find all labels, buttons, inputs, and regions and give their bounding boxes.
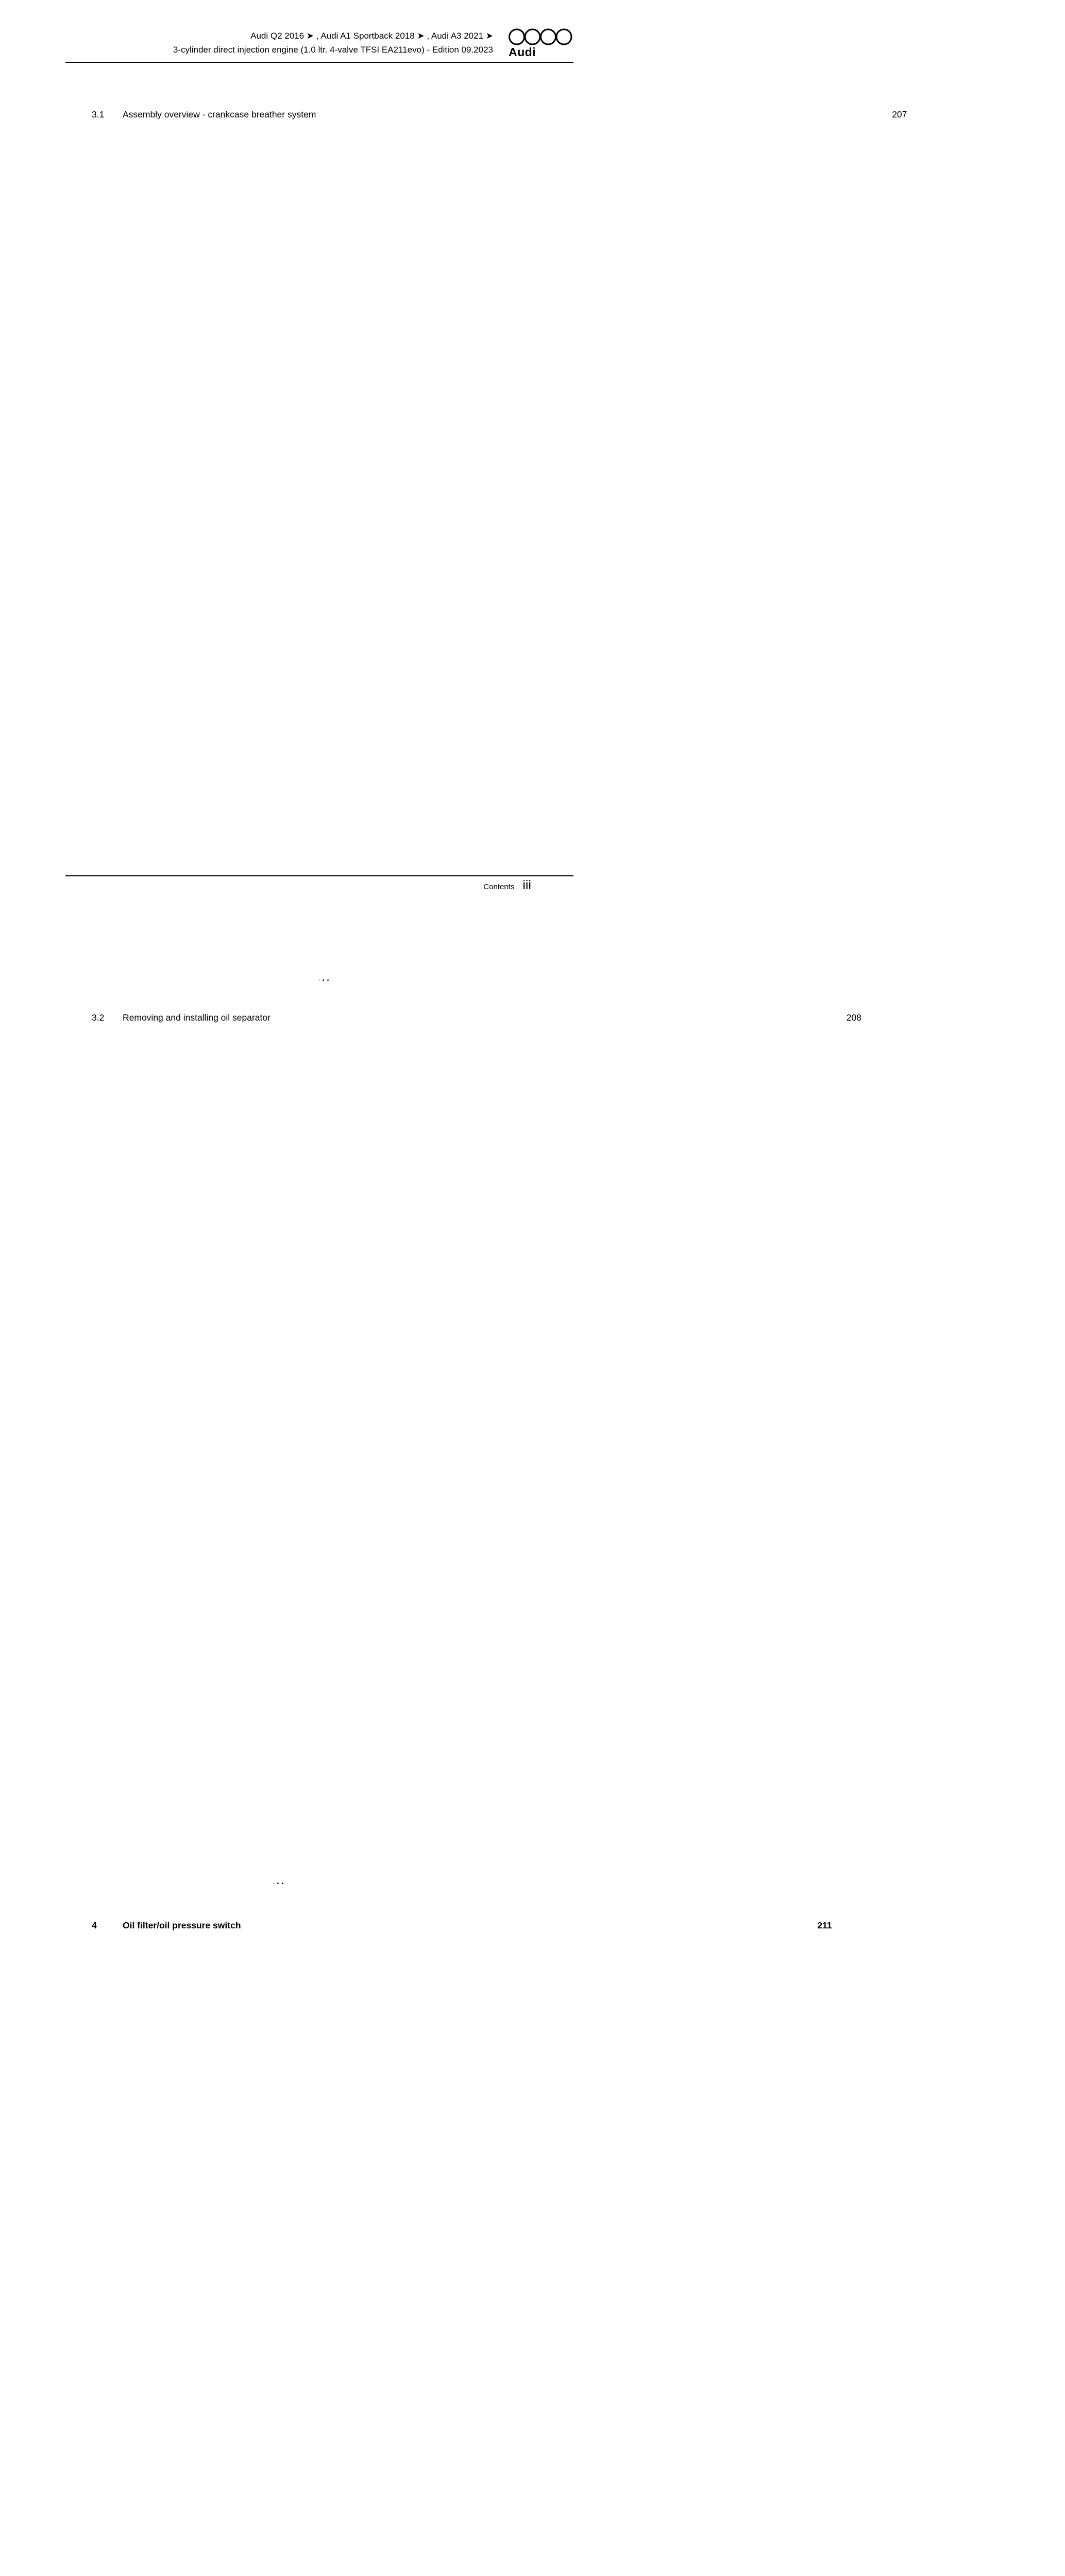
toc-entry-number: 4 — [92, 1920, 97, 1930]
footer-page-number: iii — [522, 878, 531, 892]
toc-entry-title: Assembly overview - crankcase breather system — [123, 109, 316, 120]
page-footer — [65, 875, 573, 892]
toc-row — [69, 984, 861, 1887]
footer-text-block — [65, 878, 573, 892]
brand-wordmark: Audi — [509, 45, 536, 59]
dot-leader — [274, 984, 286, 1887]
header-text-block — [173, 28, 493, 57]
header-subtitle-line: 3-cylinder direct injection engine (1.0 ltr. 4-valve TFSI EA211evo) - Edition 09.2023 — [173, 45, 493, 55]
toc-entry-title: Oil filter/oil pressure switch — [123, 1920, 241, 1930]
toc-row — [69, 1891, 832, 2576]
page-header — [65, 28, 573, 58]
toc-row — [69, 80, 907, 984]
toc-entry-page: 211 — [817, 1920, 832, 1930]
footer-contents-label: Contents — [483, 883, 515, 891]
toc-list — [69, 80, 907, 2576]
dot-leader — [319, 80, 331, 984]
header-models-line: Audi Q2 2016 ➤ , Audi A1 Sportback 2018 ➤ , Audi A3 2021 ➤ — [250, 31, 493, 41]
dot-leader — [244, 1891, 257, 2576]
footer-divider — [65, 875, 573, 876]
toc-entry-number: 3.2 — [92, 1012, 105, 1023]
brand-block — [509, 28, 573, 58]
audi-rings-icon — [509, 28, 572, 45]
toc-entry-title: Removing and installing oil separator — [123, 1012, 271, 1023]
toc-entry-number: 3.1 — [92, 109, 105, 120]
toc-entry-page: 207 — [892, 109, 907, 120]
toc-entry-page: 208 — [846, 1012, 861, 1023]
header-divider — [65, 62, 573, 63]
